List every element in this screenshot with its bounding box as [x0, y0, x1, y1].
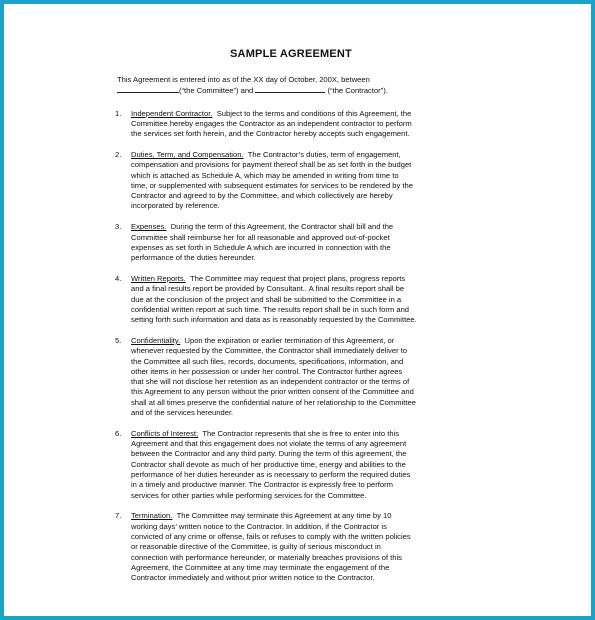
intro-parties-line [117, 85, 463, 96]
section-line [131, 511, 463, 521]
section-3 [111, 222, 463, 263]
section-6 [111, 429, 463, 501]
section-number: 4. [115, 273, 122, 283]
section-line: the Committee all such files, records, documents, specifications, information, and [131, 356, 404, 366]
section-5 [111, 336, 463, 418]
sections-list [111, 109, 463, 584]
intro-line: This Agreement is entered into as of the XX day of October, 200X, between [117, 75, 370, 84]
section-line: whenever requested by the Committee, the Contractor shall immediately deliver to [131, 346, 408, 356]
section-text: The Contractor represents that she is free to enter into this [202, 428, 400, 438]
section-line: performance of the duties hereunder. [131, 253, 256, 263]
section-line [131, 336, 463, 346]
section-line: Contractor and agreed to by the Committee, and which collectively are hereby [131, 191, 393, 201]
section-line: connection with performance hereunder, or materially breaches provisions of this [131, 552, 402, 562]
section-line: Committee hereby engages the Contractor as an independent contractor to perform [131, 118, 412, 128]
section-line [131, 429, 463, 439]
section-text: The Contractor’s duties, term of engagement, [247, 149, 401, 159]
section-line: and a final results report be provided by Consultant.. A final results report shall be [131, 284, 405, 294]
section-line: Committee shall reimburse her for all reasonable and approved out-of-pocket [131, 232, 390, 242]
section-line: or reasonable directive of the Committee, is guilty of serious misconduct in [131, 542, 381, 552]
section-2 [111, 150, 463, 212]
section-line: confidential written report at such time. The results report shall be in such form and [131, 304, 410, 314]
document-title: SAMPLE AGREEMENT [230, 48, 352, 60]
section-text: The Committee may terminate this Agreement at any time by 10 [176, 511, 392, 521]
intro-paragraph [111, 75, 463, 97]
section-line: performance of her duties hereunder as is necessary to perform the required duties [131, 470, 411, 479]
section-line: this Agreement to any person without the prior written consent of the Committee and [131, 387, 414, 397]
section-line: Contractor immediately and without prior written notice to the Contractor. [131, 573, 375, 583]
section-heading: Independent Contractor. [131, 108, 213, 118]
section-7 [111, 511, 463, 583]
section-line: services for other parties while performing services for the Committee. [131, 490, 367, 500]
committee-name-blank [117, 85, 179, 93]
section-number: 1. [115, 108, 122, 118]
section-number: 5. [115, 335, 122, 345]
section-line: expenses as set forth in Schedule A which are incurred in connection with the [131, 242, 391, 252]
section-number: 7. [115, 511, 122, 521]
section-line: other items in her possession or under her control. The Contractor further agrees [131, 366, 403, 376]
section-line: in a timely and productive manner. The Contractor is expressly free to perform [131, 480, 393, 490]
contractor-label: (“the Contractor”). [327, 86, 388, 96]
section-heading: Expenses. [131, 222, 167, 232]
section-line: the services set forth herein, and the Contractor hereby accepts such engagement. [131, 129, 410, 139]
committee-label: (“the Committee”) and [179, 86, 254, 96]
section-line: which is attached as Schedule A, which may be amended in writing from time to [131, 170, 399, 180]
section-number: 3. [115, 222, 122, 232]
section-line: between the Contractor and any third party. During the term of this agreement, the [131, 449, 407, 459]
section-line: Agreement and that this engagement does not violate the terms of any agreement [131, 439, 407, 449]
section-4 [111, 274, 463, 325]
section-line: shall at all times preserve the confidential nature of her relationship to the Committee [131, 397, 416, 407]
section-heading: Duties, Term, and Compensation. [131, 149, 244, 159]
section-text: The Committee may request that project plans, progress reports [189, 273, 406, 283]
section-line: incorporated by reference. [131, 201, 220, 211]
contractor-name-blank [255, 85, 325, 93]
section-line: and of the services hereunder. [131, 408, 234, 418]
section-line: Agreement, the Committee at any time may terminate the engagement of the [131, 562, 390, 572]
section-line: that she will not disclose her retention as an independent contractor or the terms of [131, 377, 410, 387]
section-line [131, 222, 463, 232]
section-line: Contractor shall devote as much of her productive time, energy and abilities to the [131, 459, 406, 469]
section-heading: Written Reports. [131, 273, 186, 283]
section-line [131, 150, 463, 160]
section-line [131, 109, 463, 119]
section-line [131, 274, 463, 284]
section-number: 2. [115, 149, 122, 159]
section-line: due at the conclusion of the project and shall be submitted to the Committee in a [131, 294, 402, 304]
section-heading: Confidentiality. [131, 335, 181, 345]
section-line: setting forth such information and data as is reasonably requested by the Committee. [131, 315, 417, 325]
section-heading: Conflicts of Interest; [131, 428, 199, 438]
section-text: During the term of this Agreement, the Contractor shall bill and the [170, 222, 394, 232]
section-text: Upon the expiration or earlier termination of this Agreement, or [184, 335, 395, 345]
section-1 [111, 109, 463, 140]
section-text: Subject to the terms and conditions of this Agreement, the [216, 108, 412, 118]
section-number: 6. [115, 428, 122, 438]
section-line: compensation and provisions for payment thereof shall be as set forth in the budget [131, 160, 412, 170]
section-heading: Termination. [131, 511, 173, 521]
section-line: convicted of any crime or offense, fails or refuses to comply with the written policies [131, 531, 411, 541]
section-line: time, or supplemented with subsequent estimates for services to be rendered by the [131, 180, 413, 190]
agreement-document [111, 48, 463, 594]
section-line: working days’ written notice to the Contractor. In addition, if the Contractor is [131, 521, 387, 531]
